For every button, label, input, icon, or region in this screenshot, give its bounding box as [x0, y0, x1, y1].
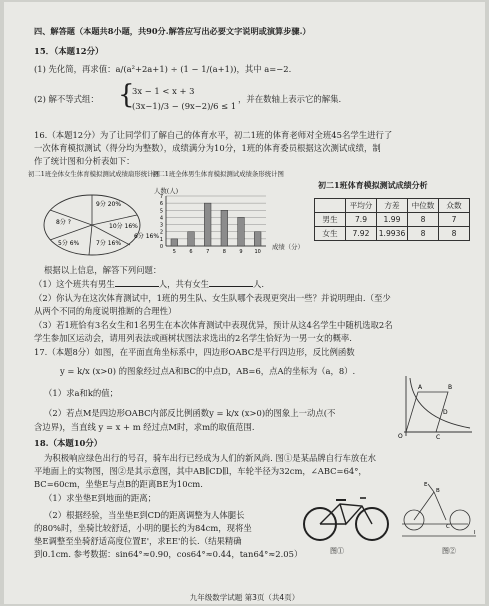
y-tick-label: 1 [159, 236, 163, 243]
fig1-caption: 图① [330, 547, 344, 555]
table-title: 初二1班体育模拟测试成绩分析 [318, 180, 428, 190]
x-tick-label: 5 [172, 249, 176, 255]
y-tick-label: 2 [159, 229, 163, 236]
q17-line1: 17.（本题8分）如图，在平面直角坐标系中，四边形OABC是平行四边形，反比例函数 [34, 347, 355, 357]
bicycle-figure [300, 492, 392, 544]
table-row [315, 227, 470, 241]
y-tick-label: 5 [159, 208, 163, 215]
q17-p2b: 含边界)，当直线 y = x + m 经过点M时，求m的取值范围. [34, 422, 255, 432]
q15-ineq1: 3x − 1 < x + 3 [132, 86, 195, 96]
q17-figure [396, 374, 476, 440]
pie-label-6: 6分 16% [134, 233, 160, 240]
x-tick-label: 7 [206, 249, 210, 255]
svg-text:O: O [398, 433, 403, 440]
q16-p1-c: 人. [252, 279, 264, 289]
x-tick-label: 9 [239, 249, 243, 255]
pie-label-5: 5分 6% [58, 240, 80, 247]
q16-p1-b: 人，共有女生 [158, 279, 209, 289]
table-cell: 8 [439, 227, 470, 241]
fig2-caption: 图② [442, 547, 456, 555]
table-cell: 7.9 [346, 213, 377, 227]
bar-6 [188, 232, 195, 246]
bar-title: 初二1班全体男生体育模拟测试成绩条形统计图 [152, 170, 284, 178]
bar-7 [204, 203, 211, 246]
pie-title: 初二1班全体女生体育模拟测试成绩扇形统计图 [28, 170, 160, 178]
svg-text:A: A [418, 384, 423, 391]
svg-text:B: B [448, 384, 453, 391]
bar-xlabel: 成绩（分） [272, 243, 304, 251]
pie-label-7: 7分 16% [96, 240, 122, 247]
answer-blank[interactable] [209, 286, 253, 287]
q18-head: 18.（本题10分） [34, 438, 103, 448]
bicycle-schematic [398, 480, 480, 542]
q15-p1-prefix: (1) 先化简，再求值： [34, 64, 116, 74]
bar-ylabel: 人数(人) [154, 187, 179, 195]
y-tick-label: 4 [159, 215, 163, 222]
section-title: 四、解答题（本题共8小题，共90分.解答应写出必要文字说明或演算步骤.） [34, 26, 311, 36]
q16-intro-3: 作了统计图和分析表如下： [34, 156, 135, 166]
table-cell: 方差 [377, 199, 408, 213]
q15-ineq2: (3x−1)/3 − (9x−2)/6 ≤ 1 [132, 101, 237, 111]
bar-8 [221, 210, 228, 246]
x-tick-label: 6 [189, 249, 193, 255]
table-cell [315, 199, 346, 213]
exam-page [4, 2, 485, 604]
q17-p2: （2）若点M是四边形OABC内部反比例函数y = k/x (x>0)的图象上一动点(不 [44, 408, 336, 418]
q15-p2-suffix: ，并在数轴上表示它的解集. [238, 94, 342, 104]
q15-p1 [34, 64, 291, 74]
y-tick-label: 0 [159, 244, 163, 250]
system-brace: { [118, 80, 135, 110]
pie-label-9: 9分 20% [96, 201, 122, 208]
q16-intro-2: 一次体育模拟测试（得分均为整数），成绩满分为10分，1班的体育委员根据这次测试成绩，制 [34, 143, 381, 153]
svg-text:C: C [436, 434, 441, 440]
table-header-row [315, 199, 470, 213]
q18-p1: （1）求坐垫E到地面的距离； [44, 493, 156, 503]
svg-text:D: D [443, 409, 448, 416]
x-tick-label: 10 [254, 249, 261, 255]
q16-p1 [34, 279, 264, 289]
q15-p1-expr: a/(a²+2a+1) ÷ (1 − 1/(a+1))，其中 a=−2. [115, 64, 292, 74]
q18-l2: 平地面上的实物图，图②是其示意图，其中AB∥CD∥l，车轮半径为32cm，∠ABC=64°， [34, 466, 367, 476]
answer-blank[interactable] [115, 286, 159, 287]
q16-ask: 根据以上信息，解答下列问题： [44, 265, 162, 275]
table-cell: 中位数 [408, 199, 439, 213]
table-cell: 众数 [439, 199, 470, 213]
y-tick-label: 7 [159, 194, 163, 200]
svg-text:l: l [474, 530, 476, 536]
q18-l1: 为积极响应绿色出行的号召，骑车出行已经成为人们的新风尚. 图①是某品牌自行车放在水 [44, 453, 376, 463]
q17-line2: y = k/x (x>0) 的图象经过点A和BC的中点D，AB=6，点A的坐标为（a，8）. [60, 366, 356, 376]
x-tick-label: 8 [222, 249, 226, 255]
q16-p1-a: （1）这个班共有男生 [34, 279, 115, 289]
table-row [315, 213, 470, 227]
y-tick-label: 3 [159, 222, 163, 229]
page-footer: 九年级数学试题 第3页（共4页） [189, 593, 300, 602]
table-cell: 1.99 [377, 213, 408, 227]
analysis-table [314, 198, 470, 241]
pie-label-10: 10分 16% [109, 223, 138, 230]
q16-p3b: 学生参加区运动会，请用列表法或画树状图法求选出的2名学生恰好为一男一女的概率. [34, 333, 352, 343]
table-cell: 男生 [315, 213, 346, 227]
q15-p2-prefix: (2) 解不等式组： [34, 94, 99, 104]
table-cell: 1.9936 [377, 227, 408, 241]
q16-intro-1: 16.（本题12分）为了让同学们了解自己的体育水平，初二1班的体育老师对全班45名学生进行了 [34, 130, 393, 140]
q17-p1: （1）求a和k的值； [44, 388, 119, 398]
table-cell: 8 [408, 213, 439, 227]
svg-text:E: E [424, 482, 428, 488]
q15-head: 15．（本题12分） [34, 46, 104, 56]
pie-chart [34, 190, 174, 260]
table-cell: 7.92 [346, 227, 377, 241]
q18-p2a: （2）根据经验，当坐垫E到CD的距离调整为人体腿长 [44, 510, 245, 520]
bar-9 [238, 217, 245, 246]
q16-p3: （3）若1班恰有3名女生和1名男生在本次体育测试中表现优异，预计从这4名学生中随机选取2名 [34, 320, 393, 330]
table-cell: 平均分 [346, 199, 377, 213]
bar-5 [171, 239, 178, 246]
svg-text:B: B [436, 488, 440, 494]
y-tick-label: 6 [159, 201, 163, 208]
bar-chart [154, 194, 274, 256]
q18-p2d: 到0.1cm. 参考数据：sin64°≈0.90，cos64°≈0.44，tan64°≈2.05） [34, 549, 303, 559]
q18-p2c: 垫E调整至坐骑舒适高度位置E'，求EE'的长.（结果精确 [34, 536, 242, 546]
q18-l3: BC=60cm，坐垫E与点B的距离BE为10cm. [34, 479, 203, 489]
table-cell: 8 [408, 227, 439, 241]
q16-p2: （2）你认为在这次体育测试中，1班的男生队、女生队哪个表现更突出一些？并说明理由.（至少 [34, 293, 391, 303]
table-cell: 女生 [315, 227, 346, 241]
svg-text:C: C [446, 524, 450, 530]
pie-label-8: 8分 ? [56, 219, 71, 226]
q16-p2b: 从两个不同的角度说明推断的合理性） [34, 306, 177, 316]
q18-p2b: 的80%时，坐骑比较舒适，小明的腿长约为84cm，现将坐 [34, 523, 252, 533]
table-cell: 7 [439, 213, 470, 227]
bar-10 [254, 232, 261, 246]
